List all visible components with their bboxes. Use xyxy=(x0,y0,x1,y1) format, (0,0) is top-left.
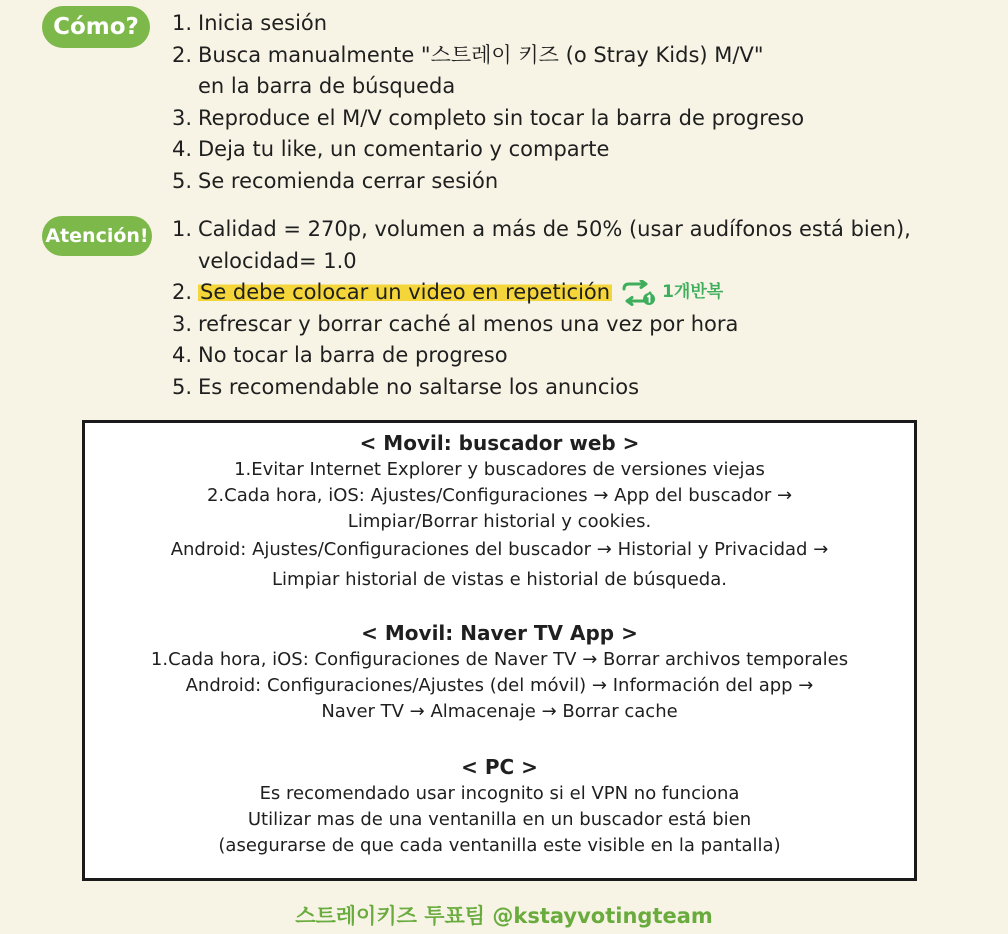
step-text: Se recomienda cerrar sesión xyxy=(198,168,499,193)
section-title: < Movil: Naver TV App > xyxy=(361,621,638,645)
step-text: Reproduce el M/V completo sin tocar la barra de progreso xyxy=(198,105,805,130)
attention-badge: Atención! xyxy=(42,216,152,256)
step-number: 2. xyxy=(172,42,193,67)
highlighted-step-text: Se debe colocar un video en repetición xyxy=(200,280,611,304)
repeat-one-indicator xyxy=(618,277,723,309)
step-number: 5. xyxy=(172,168,193,193)
section-line: Android: Configuraciones/Ajustes (del móvil) → Información del app → xyxy=(185,675,814,696)
how-step xyxy=(172,40,804,103)
section-line: Utilizar mas de una ventanilla en un buscador está bien xyxy=(247,809,752,830)
step-number: 3. xyxy=(172,105,193,130)
mobile-web-section xyxy=(85,429,914,595)
how-step xyxy=(172,103,804,135)
instructions-box xyxy=(82,420,917,881)
step-text: Inicia sesión xyxy=(198,11,328,35)
attention-step xyxy=(172,277,911,309)
pc-section xyxy=(85,753,914,859)
attention-step xyxy=(172,309,911,341)
attention-steps-list xyxy=(172,214,911,403)
step-text: Busca manualmente "스트레이 키즈 (o Stray Kids) M/V" xyxy=(198,42,764,67)
step-number: 1. xyxy=(172,11,193,35)
section-line: (asegurarse de que cada ventanilla este visible en la pantalla) xyxy=(218,835,781,856)
repeat-one-label: 1개반복 xyxy=(662,282,724,303)
section-line: Limpiar historial de vistas e historial de búsqueda. xyxy=(272,569,727,590)
step-text: refrescar y borrar caché al menos una vez por hora xyxy=(198,311,739,336)
step-number: 2. xyxy=(172,280,193,304)
how-step xyxy=(172,134,804,166)
attention-step xyxy=(172,372,911,404)
section-line: 1.Cada hora, iOS: Configuraciones de Naver TV → Borrar archivos temporales xyxy=(150,649,849,670)
step-number: 5. xyxy=(172,374,193,399)
section-line: Naver TV → Almacenaje → Borrar cache xyxy=(321,701,678,722)
how-step xyxy=(172,8,804,40)
how-step xyxy=(172,166,804,198)
footer-credit: 스트레이키즈 투표팀 @kstayvotingteam xyxy=(295,904,713,928)
step-text-continued: en la barra de búsqueda xyxy=(198,74,456,98)
step-number: 4. xyxy=(172,137,193,161)
how-steps-list xyxy=(172,8,804,197)
naver-tv-app-section xyxy=(85,619,914,725)
step-text: Calidad = 270p, volumen a más de 50% (usar audífonos está bien), xyxy=(198,217,911,241)
section-line: Android: Ajustes/Configuraciones del buscador → Historial y Privacidad → xyxy=(170,539,829,560)
section-title: < PC > xyxy=(461,755,538,779)
step-number: 1. xyxy=(172,217,193,241)
step-number: 4. xyxy=(172,343,193,368)
step-text-continued: velocidad= 1.0 xyxy=(198,248,357,273)
step-text: Deja tu like, un comentario y comparte xyxy=(198,137,610,161)
section-line: Es recomendado usar incognito si el VPN no funciona xyxy=(259,783,740,804)
how-badge: Cómo? xyxy=(42,6,150,48)
section-line: 2.Cada hora, iOS: Ajustes/Configuraciones → App del buscador → xyxy=(206,485,793,506)
attention-step xyxy=(172,340,911,372)
step-text: No tocar la barra de progreso xyxy=(198,343,508,368)
step-text: Es recomendable no saltarse los anuncios xyxy=(198,374,640,399)
repeat-one-icon xyxy=(618,280,656,306)
step-number: 3. xyxy=(172,311,193,336)
section-line: Limpiar/Borrar historial y cookies. xyxy=(347,511,652,532)
section-line: 1.Evitar Internet Explorer y buscadores de versiones viejas xyxy=(234,459,765,480)
attention-step xyxy=(172,214,911,277)
section-title: < Movil: buscador web > xyxy=(359,431,640,455)
